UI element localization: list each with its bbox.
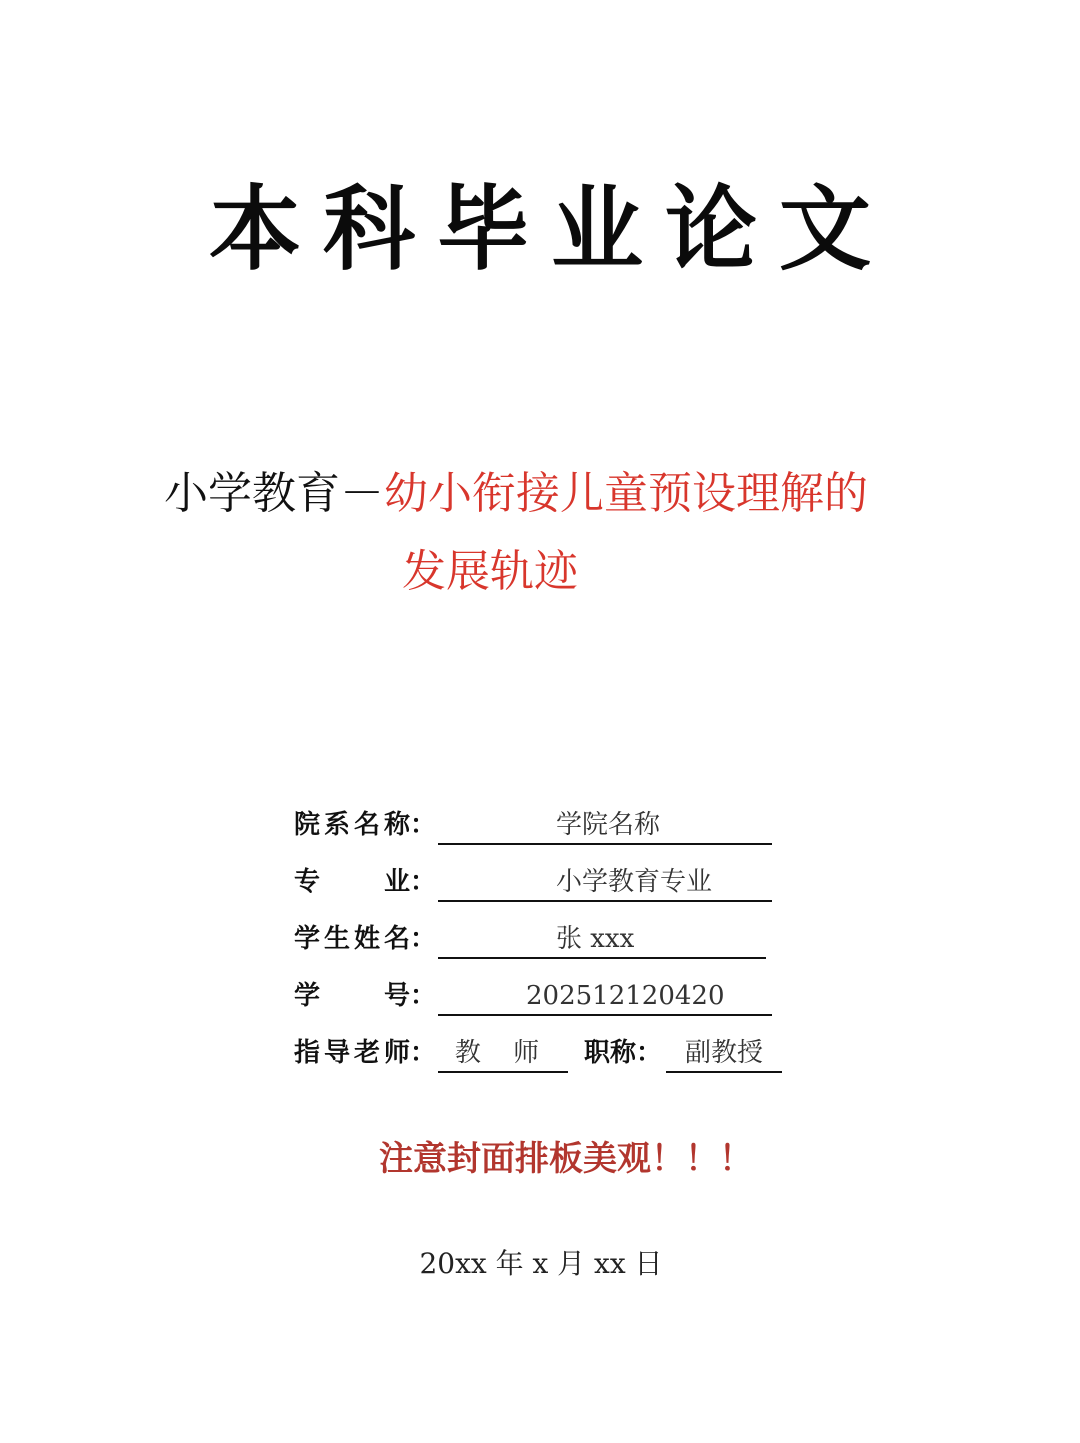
academic-title-label: 职称： [584, 1038, 663, 1068]
thesis-title-prefix: 小学教育－ [164, 468, 384, 519]
thesis-title-line2: 发展轨迹 [402, 546, 578, 597]
major-field [438, 862, 772, 902]
advisor-group [438, 1033, 782, 1073]
department-field [438, 805, 772, 845]
academic-title-value: 副教授 [666, 1033, 782, 1073]
thesis-title-main: 幼小衔接儿童预设理解的 [384, 468, 868, 519]
student-name-field [438, 919, 766, 959]
advisor-row [294, 1016, 794, 1073]
student-name-value: 张 xxx [556, 924, 635, 954]
student-id-value: 202512120420 [526, 981, 725, 1011]
department-row [294, 788, 794, 845]
student-info-block [294, 788, 794, 1073]
department-value: 学院名称 [556, 810, 661, 840]
thesis-title [164, 462, 964, 604]
department-label: 院系名称： [294, 810, 437, 840]
major-label: 专业： [294, 867, 437, 897]
major-row [294, 845, 794, 902]
main-title: 本科毕业论文 [208, 176, 893, 283]
student-name-row [294, 902, 794, 959]
student-id-row [294, 959, 794, 1016]
layout-note: 注意封面排板美观！！！ [379, 1139, 753, 1179]
date-line: 20xx 年 x 月 xx 日 [419, 1247, 663, 1280]
student-id-field [438, 976, 772, 1016]
advisor-value: 教 师 [438, 1033, 568, 1073]
thesis-title-line1 [164, 462, 964, 526]
major-value: 小学教育专业 [556, 867, 713, 897]
student-name-label: 学生姓名： [294, 924, 437, 954]
advisor-label: 指导老师： [294, 1038, 437, 1068]
student-id-label: 学号： [294, 981, 437, 1011]
